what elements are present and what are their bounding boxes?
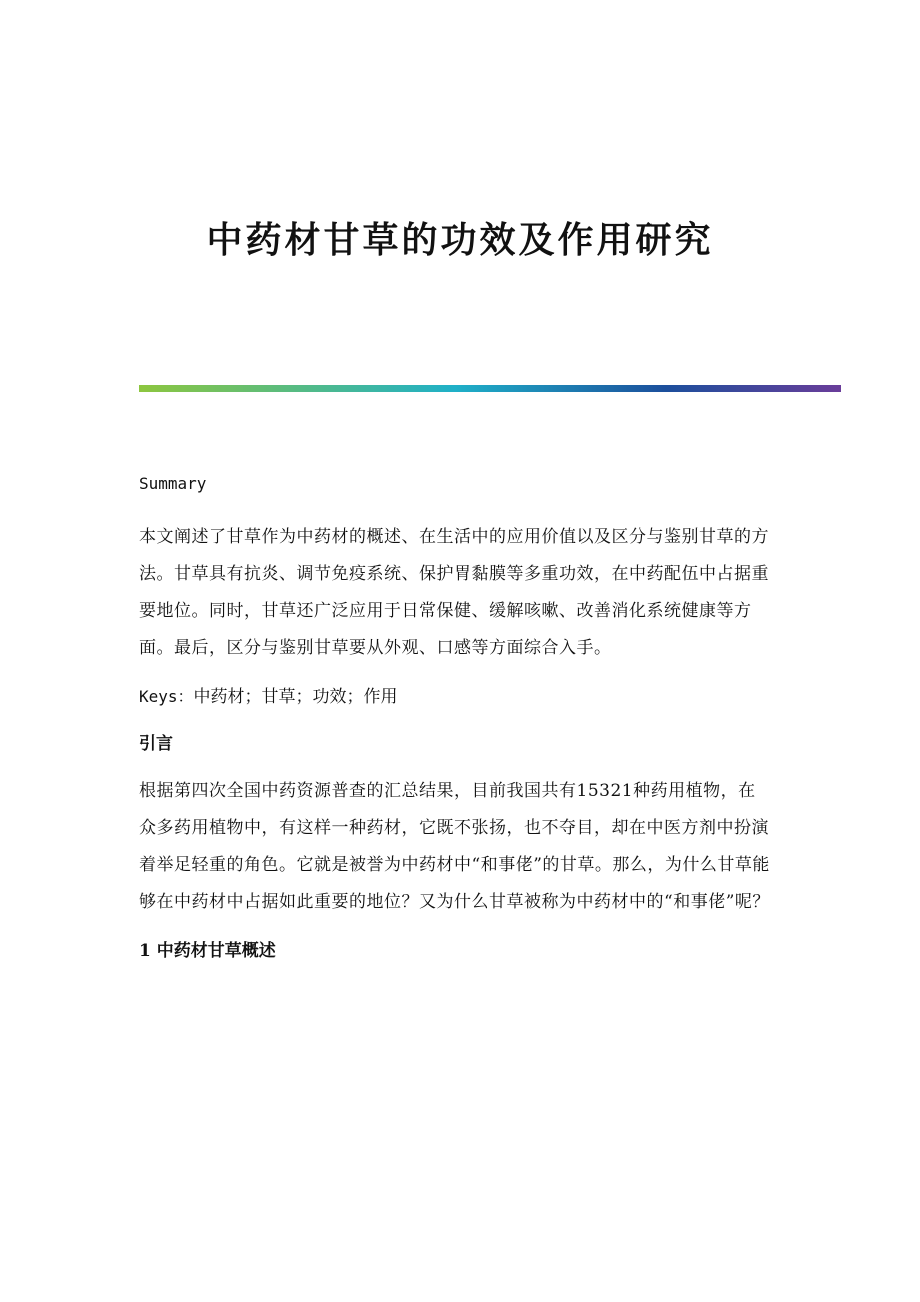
document-title: 中药材甘草的功效及作用研究 xyxy=(206,220,714,261)
intro-heading: 引言 xyxy=(139,734,173,754)
summary-paragraph: 本文阐述了甘草作为中药材的概述、在生活中的应用价值以及区分与鉴别甘草的方法。甘草具有抗炎、调节免疫系统、保护胃黏膜等多重功效，在中药配伍中占据重要地位。同时，甘草还广泛应用于日常保健、缓解咳嗽、改善消化系统健康等方面。最后，区分与鉴别甘草要从外观、口感等方面综合入手。 xyxy=(139,527,769,658)
keywords-text: 中药材；甘草；功效；作用 xyxy=(193,687,398,707)
summary-heading: Summary xyxy=(139,474,207,493)
document-body xyxy=(139,470,771,966)
title-divider xyxy=(139,385,841,392)
keywords-line xyxy=(139,682,771,712)
keywords-label: Keys： xyxy=(139,687,194,706)
intro-paragraph: 根据第四次全国中药资源普查的汇总结果，目前我国共有15321种药用植物，在众多药用植物中，有这样一种药材，它既不张扬，也不夺目，却在中医方剂中扮演着举足轻重的角色。它就是被誉为中药材中“和事佬”的甘草。那么，为什么甘草能够在中药材中占据如此重要的地位？又为什么甘草被称为中药材中的“和事佬”呢？ xyxy=(139,781,770,912)
section-heading: 1 中药材甘草概述 xyxy=(139,941,276,961)
